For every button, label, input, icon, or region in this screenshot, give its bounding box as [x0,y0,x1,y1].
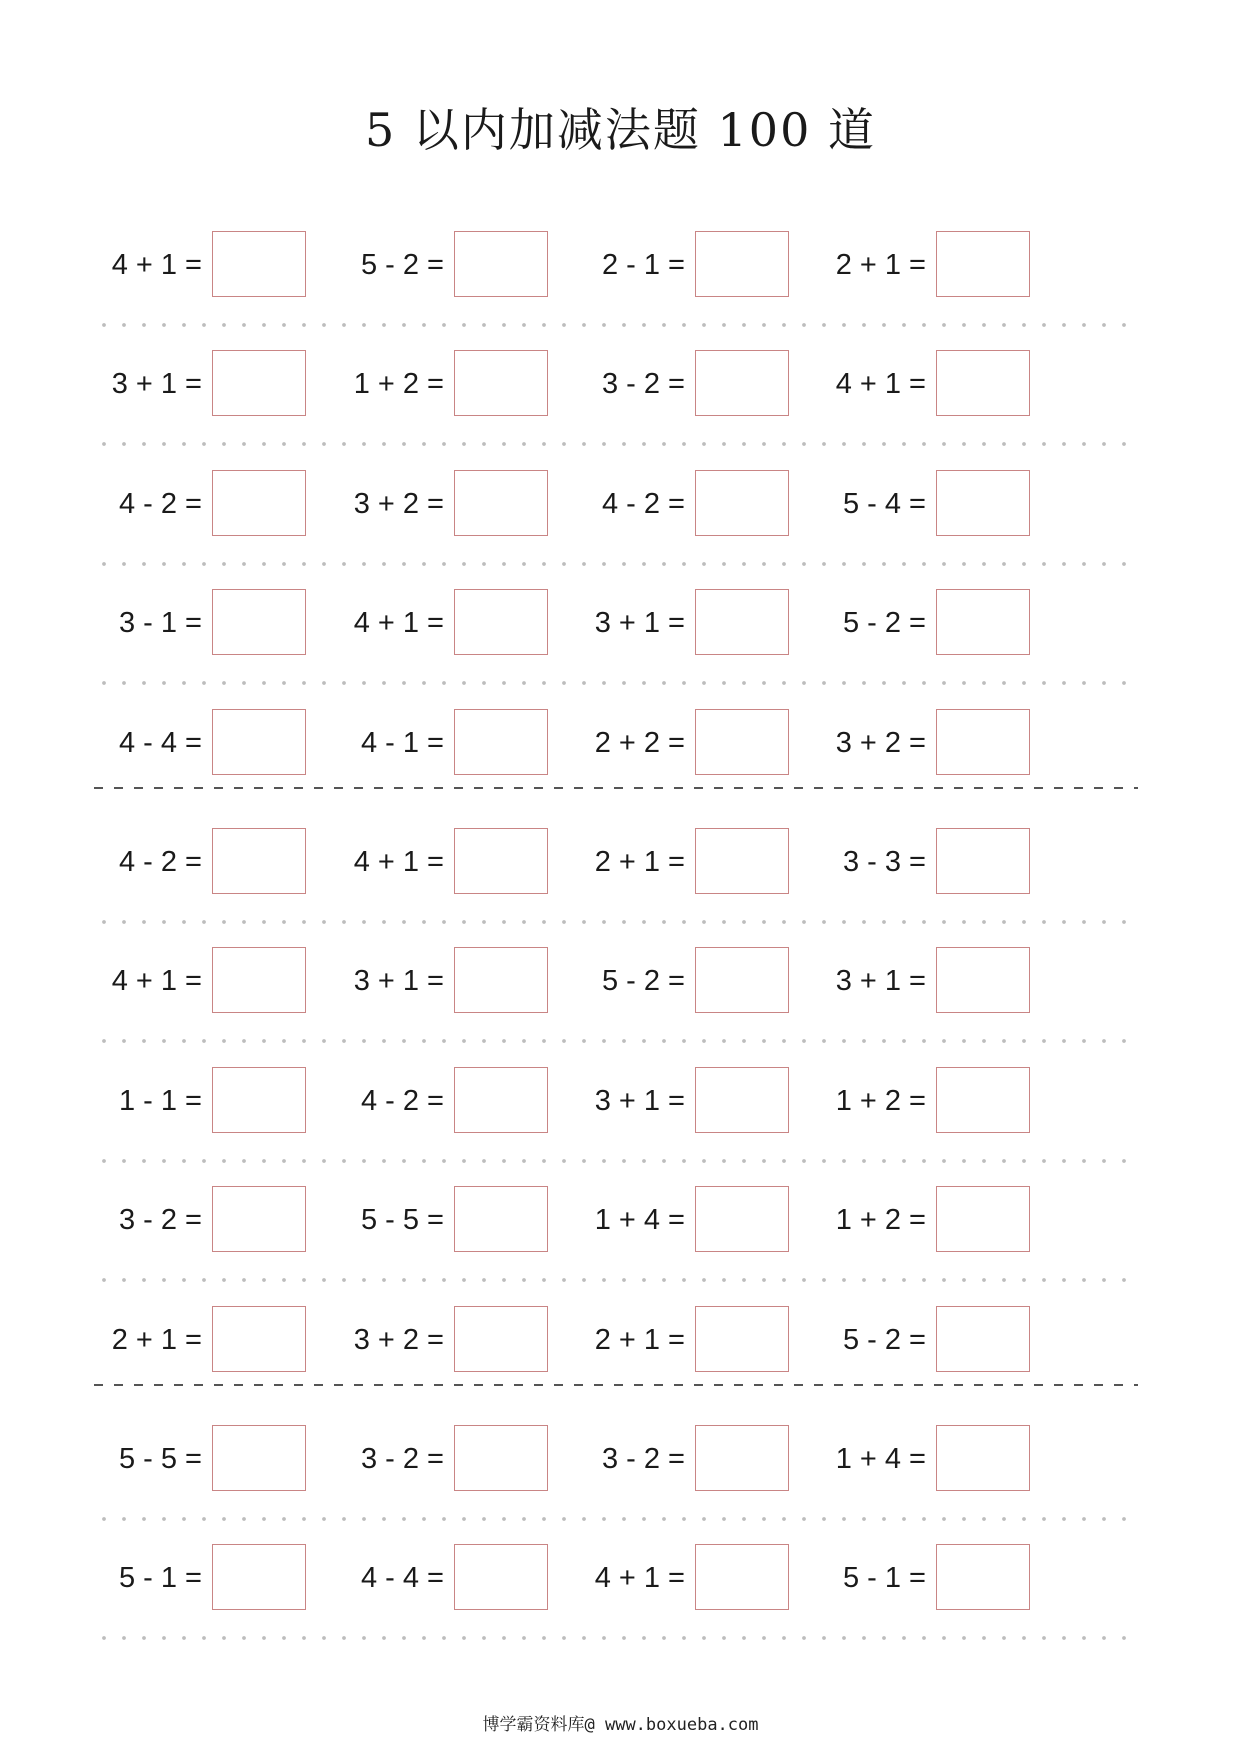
problem [66,470,306,538]
problem [790,231,1030,299]
problem-expression: 5 - 4 = [842,487,926,520]
problem-expression: 5 - 1 = [118,1562,202,1595]
problem-expression: 4 - 2 = [118,846,202,878]
problem-expression: 5 - 5 = [360,1204,444,1237]
answer-box[interactable] [212,350,306,416]
dotted-divider [94,1517,1138,1521]
problem-expression: 3 + 2 = [353,487,444,520]
problem-expression: 4 + 1 = [353,607,444,640]
dotted-divider [94,323,1138,327]
problem-expression: 2 + 2 = [594,726,685,759]
problem [549,947,789,1015]
dashed-divider [94,787,1138,789]
problem [549,828,789,896]
problem [308,1067,548,1135]
answer-box[interactable] [212,1067,306,1133]
problem [66,1067,306,1135]
problem-expression: 3 - 2 = [118,1204,202,1237]
problem-row [0,231,1241,299]
problem [66,231,306,299]
answer-box[interactable] [212,709,306,775]
problem-expression: 2 + 1 = [594,846,685,878]
answer-box[interactable] [936,1067,1030,1133]
problem-expression: 4 - 2 = [601,487,685,520]
dashed-divider [94,1384,1138,1386]
problem-expression: 1 + 2 = [353,368,444,401]
answer-box[interactable] [936,947,1030,1013]
answer-box[interactable] [454,1425,548,1491]
answer-box[interactable] [936,1544,1030,1610]
answer-box[interactable] [695,1067,789,1133]
answer-box[interactable] [454,828,548,894]
problem-expression: 4 - 1 = [360,726,444,759]
problem [790,947,1030,1015]
problem [66,1306,306,1374]
problem-expression: 2 + 1 = [835,249,926,281]
answer-box[interactable] [695,947,789,1013]
problem-row [0,1306,1241,1374]
answer-box[interactable] [695,828,789,894]
problem-expression: 3 + 2 = [353,1323,444,1356]
problem [66,1425,306,1493]
problem-row [0,947,1241,1015]
answer-box[interactable] [695,1186,789,1252]
problem [549,350,789,418]
answer-box[interactable] [936,1186,1030,1252]
answer-box[interactable] [454,1306,548,1372]
problem [308,1425,548,1493]
problem-row [0,1186,1241,1254]
problem-expression: 4 + 1 = [835,368,926,401]
answer-box[interactable] [454,709,548,775]
problem-row [0,709,1241,777]
answer-box[interactable] [454,470,548,536]
answer-box[interactable] [936,231,1030,297]
problem [790,828,1030,896]
dotted-divider [94,442,1138,446]
problem-expression: 5 - 5 = [118,1443,202,1475]
answer-box[interactable] [695,350,789,416]
answer-box[interactable] [454,1544,548,1610]
answer-box[interactable] [695,709,789,775]
problem-expression: 2 + 1 = [111,1323,202,1356]
problem-expression: 1 + 2 = [835,1084,926,1117]
problem [549,589,789,657]
problem-row [0,1544,1241,1612]
answer-box[interactable] [936,470,1030,536]
problem [790,1067,1030,1135]
answer-box[interactable] [695,589,789,655]
problem [308,1306,548,1374]
problem [66,1544,306,1612]
dotted-divider [94,1039,1138,1043]
problem-expression: 4 + 1 = [111,249,202,281]
problem-expression: 4 - 4 = [360,1562,444,1595]
problem-expression: 4 + 1 = [594,1562,685,1595]
problem [549,1425,789,1493]
problem [66,828,306,896]
problem-row [0,828,1241,896]
dotted-divider [94,1636,1138,1640]
problem [66,709,306,777]
problem [549,1186,789,1254]
answer-box[interactable] [936,709,1030,775]
problem-expression: 4 + 1 = [353,846,444,878]
answer-box[interactable] [936,589,1030,655]
answer-box[interactable] [695,470,789,536]
problem [308,709,548,777]
problem [308,231,548,299]
problem [790,709,1030,777]
problem [308,947,548,1015]
problem-expression: 3 + 2 = [835,726,926,759]
problem-expression: 3 - 3 = [842,846,926,878]
answer-box[interactable] [454,1067,548,1133]
answer-box[interactable] [212,470,306,536]
problem [308,1186,548,1254]
problem-expression: 2 + 1 = [594,1323,685,1356]
answer-box[interactable] [454,350,548,416]
problem-expression: 3 + 1 = [111,368,202,401]
problem [308,589,548,657]
page-title: 5 以内加减法题 100 道 [365,103,876,157]
answer-box[interactable] [695,231,789,297]
problem [790,1306,1030,1374]
problem [790,470,1030,538]
footer-source: 博学霸资料库@ www.boxueba.com [482,1715,759,1735]
problem [549,1306,789,1374]
answer-box[interactable] [936,350,1030,416]
problem-expression: 3 + 1 = [594,1084,685,1117]
problem [790,589,1030,657]
problem-row [0,1425,1241,1493]
problem-expression: 3 - 1 = [118,607,202,640]
answer-box[interactable] [695,1544,789,1610]
problem [790,1544,1030,1612]
problem-expression: 4 + 1 = [111,965,202,998]
answer-box[interactable] [936,1306,1030,1372]
problem-expression: 3 - 2 = [360,1443,444,1475]
problem [308,1544,548,1612]
answer-box[interactable] [212,1425,306,1491]
problem [66,350,306,418]
problem [308,470,548,538]
problem [549,470,789,538]
answer-box[interactable] [212,1306,306,1372]
problem [549,1067,789,1135]
answer-box[interactable] [454,947,548,1013]
problem-expression: 3 + 1 = [835,965,926,998]
answer-box[interactable] [695,1306,789,1372]
answer-box[interactable] [212,1186,306,1252]
answer-box[interactable] [212,589,306,655]
problem [790,350,1030,418]
problem-expression: 3 + 1 = [594,607,685,640]
problem [790,1186,1030,1254]
problem-expression: 1 + 4 = [594,1204,685,1237]
problem-expression: 5 - 2 = [360,249,444,281]
answer-box[interactable] [936,828,1030,894]
problem [66,589,306,657]
problem [308,350,548,418]
problem-expression: 2 - 1 = [601,249,685,281]
problem [66,947,306,1015]
answer-box[interactable] [454,231,548,297]
problem-expression: 1 + 4 = [835,1443,926,1475]
dotted-divider [94,562,1138,566]
dotted-divider [94,920,1138,924]
problem [549,709,789,777]
problem [308,828,548,896]
answer-box[interactable] [212,947,306,1013]
dotted-divider [94,681,1138,685]
problem-expression: 3 + 1 = [353,965,444,998]
problem [549,1544,789,1612]
problem-row [0,589,1241,657]
problem-expression: 5 - 1 = [842,1562,926,1595]
problem [66,1186,306,1254]
problem-expression: 4 - 4 = [118,726,202,759]
answer-box[interactable] [212,828,306,894]
problem-expression: 1 + 2 = [835,1204,926,1237]
problem-row [0,470,1241,538]
dotted-divider [94,1159,1138,1163]
problem-row [0,1067,1241,1135]
problem-expression: 5 - 2 = [842,607,926,640]
answer-box[interactable] [936,1425,1030,1491]
answer-box[interactable] [212,231,306,297]
dotted-divider [94,1278,1138,1282]
problem-expression: 5 - 2 = [601,965,685,998]
problem-expression: 4 - 2 = [360,1084,444,1117]
problem-expression: 3 - 2 = [601,368,685,401]
answer-box[interactable] [695,1425,789,1491]
problem [549,231,789,299]
answer-box[interactable] [454,1186,548,1252]
problem-expression: 5 - 2 = [842,1323,926,1356]
problem [790,1425,1030,1493]
problem-expression: 1 - 1 = [118,1084,202,1117]
problem-row [0,350,1241,418]
answer-box[interactable] [454,589,548,655]
problem-expression: 4 - 2 = [118,487,202,520]
problem-expression: 3 - 2 = [601,1443,685,1475]
answer-box[interactable] [212,1544,306,1610]
